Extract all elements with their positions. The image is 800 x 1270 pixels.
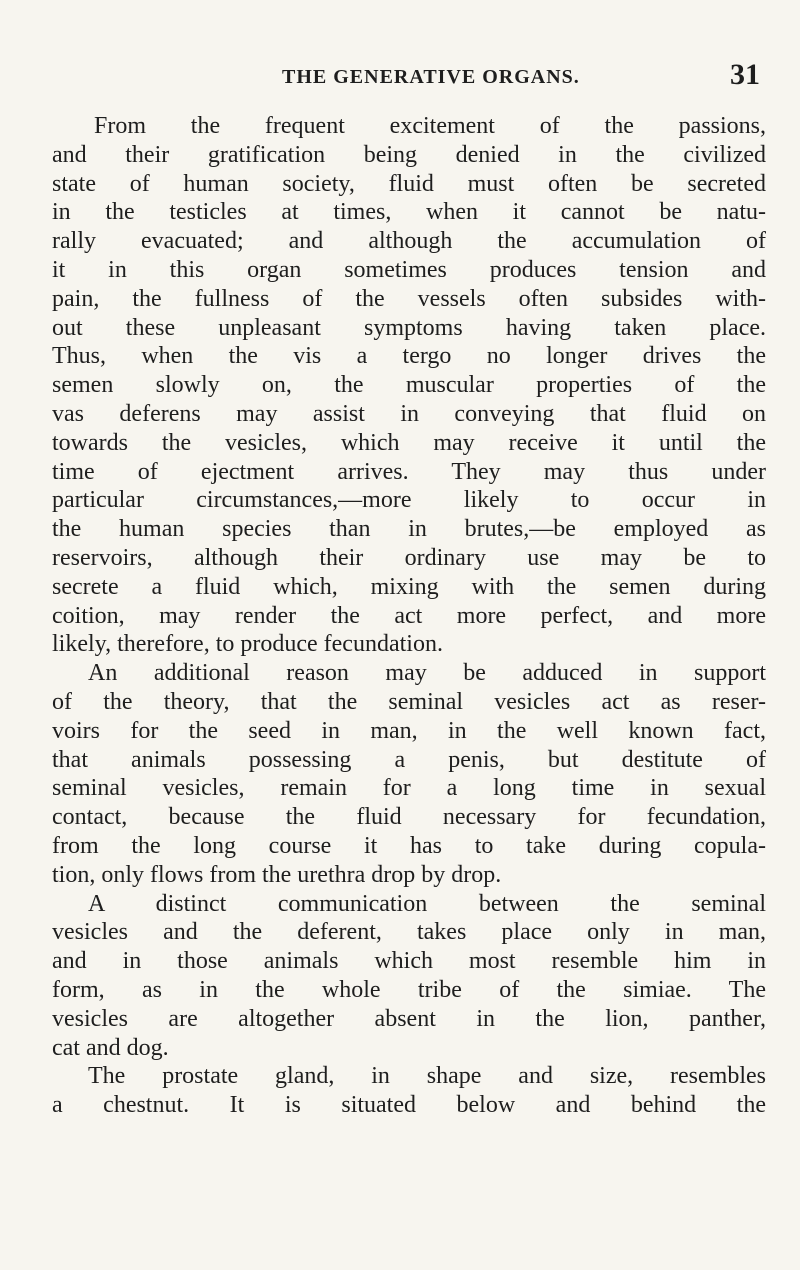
text-line: The prostate gland, in shape and size, resembles: [88, 1063, 766, 1090]
text-line: seminal vesicles, remain for a long time in sexual: [52, 775, 766, 802]
text-line: contact, because the fluid necessary for fecundation,: [52, 804, 766, 831]
text-line: secrete a fluid which, mixing with the semen during: [52, 573, 766, 600]
text-line: state of human society, fluid must often be secreted: [52, 170, 766, 197]
text-line: that animals possessing a penis, but destitute of: [52, 746, 766, 773]
text-line: a chestnut. It is situated below and behind the: [52, 1092, 766, 1119]
paragraph: [52, 112, 766, 659]
text-line: voirs for the seed in man, in the well known fact,: [52, 717, 766, 744]
text-line: vesicles are altogether absent in the lion, panther,: [52, 1005, 766, 1032]
text-line: and in those animals which most resemble him in: [52, 948, 766, 975]
paragraph: [52, 659, 766, 889]
paragraph: [52, 890, 766, 1063]
text-line: it in this organ sometimes produces tension and: [52, 256, 766, 283]
text-line: rally evacuated; and although the accumulation of: [52, 228, 766, 255]
body-text: [52, 112, 766, 1120]
text-line: reservoirs, although their ordinary use may be to: [52, 544, 766, 571]
text-line: cat and dog.: [52, 1034, 169, 1061]
text-line: of the theory, that the seminal vesicles act as reser-: [52, 688, 766, 715]
text-line: tion, only flows from the urethra drop by drop.: [52, 861, 502, 888]
text-line: and their gratification being denied in the civilized: [52, 141, 766, 168]
text-line: likely, therefore, to produce fecundation.: [52, 631, 443, 658]
text-line: out these unpleasant symptoms having taken place.: [52, 314, 766, 341]
text-line: form, as in the whole tribe of the simiae. The: [52, 976, 766, 1003]
text-line: time of ejectment arrives. They may thus under: [52, 458, 766, 485]
text-line: vas deferens may assist in conveying that fluid on: [52, 400, 766, 427]
text-line: A distinct communication between the seminal: [88, 890, 766, 917]
page-header: [60, 58, 760, 98]
text-line: coition, may render the act more perfect, and more: [52, 602, 766, 629]
paragraph: [52, 1062, 766, 1120]
running-head: THE GENERATIVE ORGANS.: [282, 66, 580, 88]
text-line: Thus, when the vis a tergo no longer drives the: [52, 343, 766, 370]
text-line: pain, the fullness of the vessels often subsides with-: [52, 285, 766, 312]
text-line: An additional reason may be adduced in support: [88, 660, 766, 687]
page-number: 31: [730, 58, 760, 91]
text-line: particular circumstances,—more likely to occur in: [52, 487, 766, 514]
text-line: from the long course it has to take during copula-: [52, 832, 766, 859]
text-line: From the frequent excitement of the passions,: [94, 113, 766, 139]
text-line: vesicles and the deferent, takes place only in man,: [52, 919, 766, 946]
text-line: in the testicles at times, when it cannot be natu-: [52, 199, 766, 226]
text-line: towards the vesicles, which may receive it until the: [52, 429, 766, 456]
text-line: the human species than in brutes,—be employed as: [52, 516, 766, 543]
text-line: semen slowly on, the muscular properties of the: [52, 372, 766, 399]
